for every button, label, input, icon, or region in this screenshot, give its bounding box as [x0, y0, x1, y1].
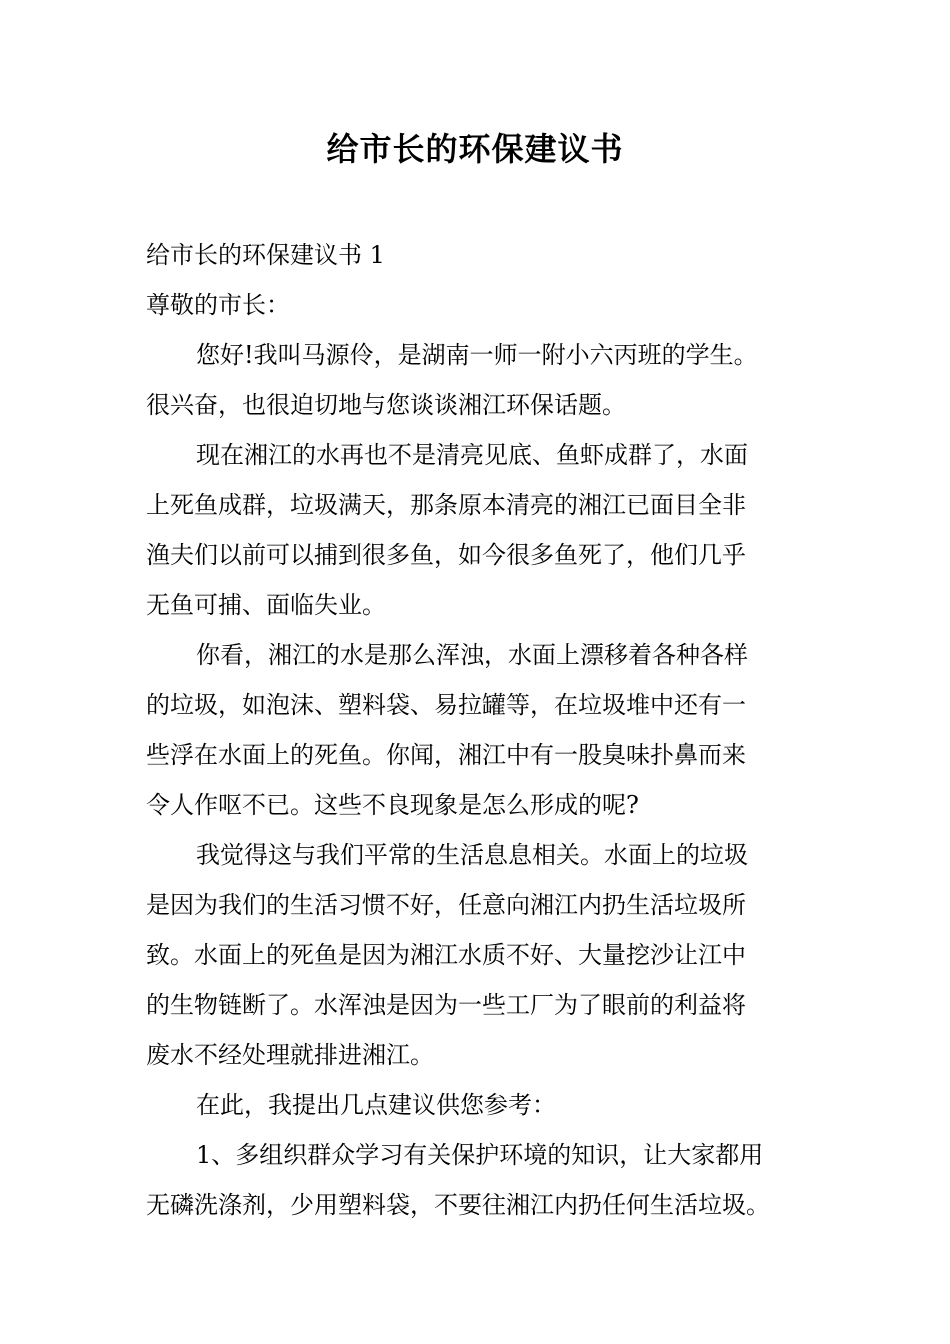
paragraph-line: 上死鱼成群，垃圾满天，那条原本清亮的湘江已面目全非 [146, 491, 746, 519]
paragraph-line: 是因为我们的生活习惯不好，任意向湘江内扔生活垃圾所 [146, 891, 746, 919]
paragraph-line: 的垃圾，如泡沫、塑料袋、易拉罐等，在垃圾堆中还有一 [146, 691, 746, 719]
paragraph [146, 630, 806, 830]
paragraph-line: 的生物链断了。水浑浊是因为一些工厂为了眼前的利益将 [146, 991, 746, 1019]
document-title: 给市长的环保建议书 [326, 130, 624, 168]
paragraph [146, 1130, 806, 1230]
paragraph-line: 在此，我提出几点建议供您参考： [196, 1091, 556, 1119]
paragraph-line: 现在湘江的水再也不是清亮见底、鱼虾成群了，水面 [196, 441, 748, 469]
paragraph-line: 无鱼可捕、面临失业。 [146, 591, 386, 619]
paragraph-line: 渔夫们以前可以捕到很多鱼，如今很多鱼死了，他们几乎 [146, 541, 746, 569]
paragraph-line: 废水不经处理就排进湘江。 [146, 1041, 434, 1069]
section-heading: 给市长的环保建议书 1 [146, 241, 385, 269]
paragraph-line: 你看，湘江的水是那么浑浊，水面上漂移着各种各样 [196, 641, 748, 669]
paragraph-line: 令人作呕不已。这些不良现象是怎么形成的呢? [146, 791, 639, 819]
paragraph [146, 830, 806, 1080]
paragraph [146, 330, 806, 430]
document-body [146, 230, 806, 1230]
paragraph [146, 430, 806, 630]
paragraph-line: 致。水面上的死鱼是因为湘江水质不好、大量挖沙让江中 [146, 941, 746, 969]
paragraph-line: 很兴奋，也很迫切地与您谈谈湘江环保话题。 [146, 391, 626, 419]
paragraph [146, 1080, 806, 1130]
paragraph-line: 些浮在水面上的死鱼。你闻，湘江中有一股臭味扑鼻而来 [146, 741, 746, 769]
paragraph-line: 1、多组织群众学习有关保护环境的知识，让大家都用 [196, 1141, 764, 1169]
paragraph-line: 我觉得这与我们平常的生活息息相关。水面上的垃圾 [196, 841, 748, 869]
paragraph-line: 您好!我叫马源伶，是湖南一师一附小六丙班的学生。 [196, 341, 758, 369]
paragraph-line: 无磷洗涤剂，少用塑料袋，不要往湘江内扔任何生活垃圾。 [146, 1191, 770, 1219]
salutation: 尊敬的市长： [146, 291, 290, 319]
